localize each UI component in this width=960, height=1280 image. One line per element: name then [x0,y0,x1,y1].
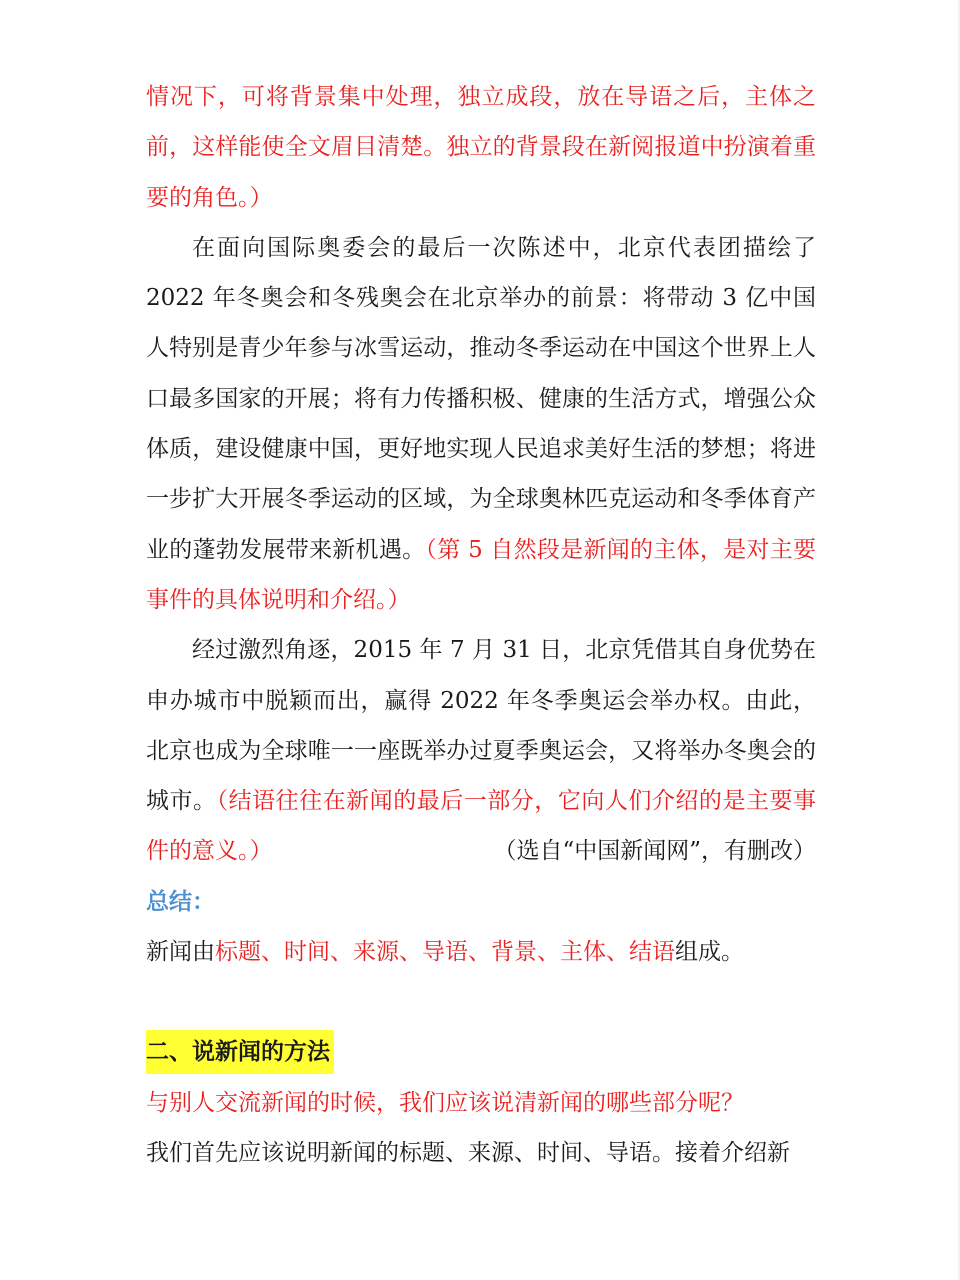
body-note: （第 5 自然段是新闻的主体，是对主要事件的具体说明和介绍。） [146,536,817,613]
summary-part: 导语 [422,939,468,966]
background-note: 情况下，可将背景集中处理，独立成段，放在导语之后，主体之前，这样能使全文眉目清楚。独立的背景段在新阅报道中扮演着重要的角色。） [146,84,816,211]
section-heading: 二、说新闻的方法 [146,1030,334,1074]
summary-suffix: 组成。 [675,939,744,966]
summary-part: 时间 [284,939,330,966]
body-paragraph [146,223,816,625]
document-page [146,72,816,1178]
summary-part: 结语 [629,939,675,966]
source-citation: （选自“中国新闻网”，有删改） [493,838,816,865]
summary-separator: 、 [261,939,284,966]
summary-prefix: 新闻由 [146,939,215,966]
section-gap [146,977,816,1027]
summary-part: 来源 [353,939,399,966]
summary-part: 主体 [560,939,606,966]
section-heading-row [146,1027,816,1077]
conclusion-paragraph [146,625,816,876]
summary-separator: 、 [468,939,491,966]
summary-part: 标题 [215,939,261,966]
summary-separator: 、 [606,939,629,966]
conclusion-note: （结语往往在新闻的最后一部分，它向人们介绍的是主要事件的意义。） [146,788,817,865]
summary-label: 总结： [146,887,215,915]
summary-separator: 、 [399,939,422,966]
summary-sentence [146,927,816,977]
conclusion-text: 经过激烈角逐，2015 年 7 月 31 日，北京凭借其自身优势在申办城市中脱颖而出，赢得 2022 年冬季奥运会举办权。由此，北京也成为全球唯一一座既举办过夏季奥运会，又将举办冬奥会的城市。 [146,637,816,815]
summary-separator: 、 [330,939,353,966]
summary-separator: 、 [537,939,560,966]
summary-part: 背景 [491,939,537,966]
section-question: 与别人交流新闻的时候，我们应该说清新闻的哪些部分呢？ [146,1089,744,1116]
body-text: 在面向国际奥委会的最后一次陈述中，北京代表团描绘了2022 年冬奥会和冬残奥会在北京举办的前景：将带动 3 亿中国人特别是青少年参与冰雪运动，推动冬季运动在中国这个世界上人口最多国家的开展；将有力传播积极、健康的生活方式，增强公众体质，建设健康中国，更好地实现人民追求美好生活的梦想；将进一步扩大开展冬季运动的区域，为全球奥林匹克运动和冬季体育产业的蓬勃发展带来新机遇。 [146,234,816,563]
section-answer: 我们首先应该说明新闻的标题、来源、时间、导语。接着介绍新 [146,1139,790,1166]
